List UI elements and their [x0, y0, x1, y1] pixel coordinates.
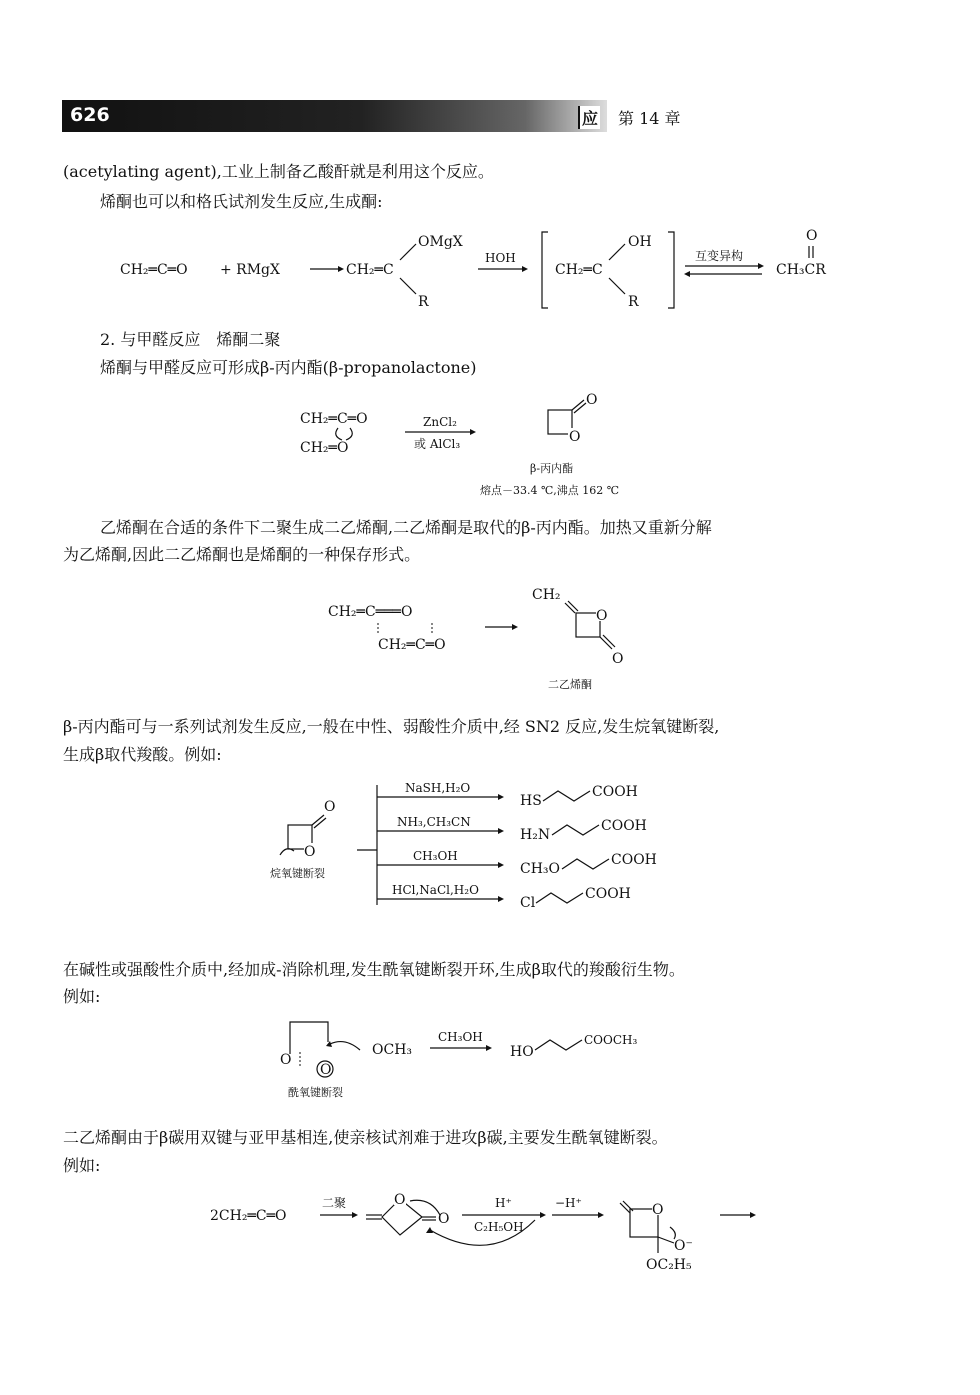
svg-text:COOH: COOH: [592, 784, 638, 800]
ring-oxygen: O: [394, 1192, 406, 1208]
oh-group: OH: [628, 234, 652, 250]
lactone-scheme: [290, 390, 690, 505]
paragraph: 生成β取代羧酸。例如:: [63, 745, 222, 764]
svg-text:COOH: COOH: [611, 852, 657, 868]
physical-properties: 熔点－33.4 ℃,沸点 162 ℃: [480, 484, 620, 497]
chapter-label: 第 14 章: [618, 109, 681, 128]
svg-text:COOH: COOH: [601, 818, 647, 834]
ring-oxygen: O: [596, 608, 608, 624]
bond-cleavage-caption: 烷氧键断裂: [270, 867, 325, 880]
ketene-reactant: 2CH₂═C═O: [210, 1208, 287, 1224]
r-group: R: [418, 294, 429, 310]
compound-name: 二乙烯酮: [548, 678, 592, 691]
ketene-reactant: CH₂═C═O: [120, 262, 188, 278]
ketone-oxygen: O: [806, 228, 818, 244]
section-title: 2. 与甲醛反应 烯酮二聚: [100, 330, 281, 349]
svg-text:HS: HS: [520, 793, 542, 809]
svg-text:NaSH,H₂O: NaSH,H₂O: [405, 781, 471, 795]
ester-group: COOCH₃: [584, 1033, 638, 1047]
paragraph: β-丙内酯可与一系列试剂发生反应,一般在中性、弱酸性介质中,经 SN2 反应,发生烷氧键断裂,: [63, 717, 720, 736]
grignard-reagent: + RMgX: [220, 262, 280, 278]
diketene-alcoholysis-scheme: [200, 1185, 800, 1280]
paragraph: 为乙烯酮,因此二乙烯酮也是烯酮的一种保存形式。: [63, 545, 421, 564]
methylene: CH₂: [532, 587, 561, 603]
dimerization-label: 二聚: [322, 1196, 347, 1210]
ring-oxygen: O: [569, 429, 581, 445]
carbonyl-oxygen: O: [612, 651, 624, 667]
alkoxide-oxygen: O⁻: [674, 1238, 693, 1254]
reagent-methanol: CH₃OH: [438, 1030, 483, 1044]
ketone-product: CH₃CR: [776, 262, 826, 278]
carbonyl-oxygen: O: [438, 1211, 450, 1227]
deprotonation: −H⁺: [555, 1196, 582, 1210]
header-char: 应: [578, 106, 600, 129]
formaldehyde: CH₂═O: [300, 440, 349, 456]
svg-text:NH₃,CH₃CN: NH₃,CH₃CN: [397, 815, 471, 829]
ring-oxygen: O: [652, 1202, 664, 1218]
tautomerism-label: 互变异构: [695, 249, 744, 263]
ketene-top: CH₂═C═══O: [328, 604, 413, 620]
svg-text:Cl: Cl: [520, 895, 536, 911]
catalyst-zncl2: ZnCl₂: [423, 415, 457, 429]
ketene: CH₂═C═O: [300, 411, 368, 427]
ketene-bottom: CH₂═C═O: [378, 637, 446, 653]
bond-cleavage-caption: 酰氧键断裂: [288, 1086, 343, 1099]
sn2-scheme: [260, 775, 700, 915]
r-group: R: [628, 294, 639, 310]
paragraph: 烯酮与甲醛反应可形成β-丙内酯(β-propanolactone): [100, 358, 477, 377]
sn2-reaction: [377, 781, 638, 809]
proton: H⁺: [495, 1196, 512, 1210]
hydroxy: HO: [510, 1044, 534, 1060]
svg-text:H₂N: H₂N: [520, 827, 551, 843]
catalyst-alcl3: 或 AlCl₃: [414, 437, 461, 451]
methoxy: OCH₃: [372, 1042, 413, 1058]
ethoxy: OC₂H₅: [646, 1257, 692, 1273]
paragraph: 在碱性或强酸性介质中,经加成-消除机理,发生酰氧键断裂开环,生成β取代的羧酸衍生物。: [63, 960, 685, 979]
header-bar: [62, 100, 607, 132]
reagent-hoh: HOH: [485, 251, 516, 265]
paragraph: 烯酮也可以和格氏试剂发生反应,生成酮:: [100, 192, 383, 211]
paragraph: 例如:: [63, 987, 101, 1006]
svg-text:CH₃O: CH₃O: [520, 861, 561, 877]
sn2-reaction: [377, 815, 647, 843]
omgx-group: OMgX: [418, 234, 463, 250]
sn2-reaction: [377, 849, 657, 877]
carbonyl-oxygen: O: [320, 1062, 332, 1078]
svg-text:CH₃OH: CH₃OH: [413, 849, 458, 863]
acyl-cleavage-scheme: [270, 1012, 690, 1102]
ring-oxygen: O: [304, 844, 316, 860]
paragraph: 乙烯酮在合适的条件下二聚生成二乙烯酮,二乙烯酮是取代的β-丙内酯。加热又重新分解: [100, 518, 712, 537]
carbonyl-oxygen: O: [586, 392, 598, 408]
compound-name: β-丙内酯: [530, 462, 574, 475]
page-number: 626: [70, 104, 110, 126]
enol: CH₂═C: [555, 262, 603, 278]
ethanol: C₂H₅OH: [474, 1220, 524, 1234]
paragraph: 例如:: [63, 1156, 101, 1175]
carbonyl-oxygen: O: [324, 799, 336, 815]
ring-oxygen: O: [280, 1052, 292, 1068]
intermediate: CH₂═C: [346, 262, 394, 278]
svg-text:COOH: COOH: [585, 886, 631, 902]
paragraph: (acetylating agent),工业上制备乙酸酐就是利用这个反应。: [63, 162, 494, 181]
grignard-scheme: [110, 222, 850, 322]
paragraph: 二乙烯酮由于β碳用双键与亚甲基相连,使亲核试剂难于进攻β碳,主要发生酰氧键断裂。: [63, 1128, 668, 1147]
dimer-scheme: [320, 583, 640, 698]
svg-text:HCl,NaCl,H₂O: HCl,NaCl,H₂O: [392, 883, 479, 897]
sn2-reaction: [377, 883, 631, 911]
